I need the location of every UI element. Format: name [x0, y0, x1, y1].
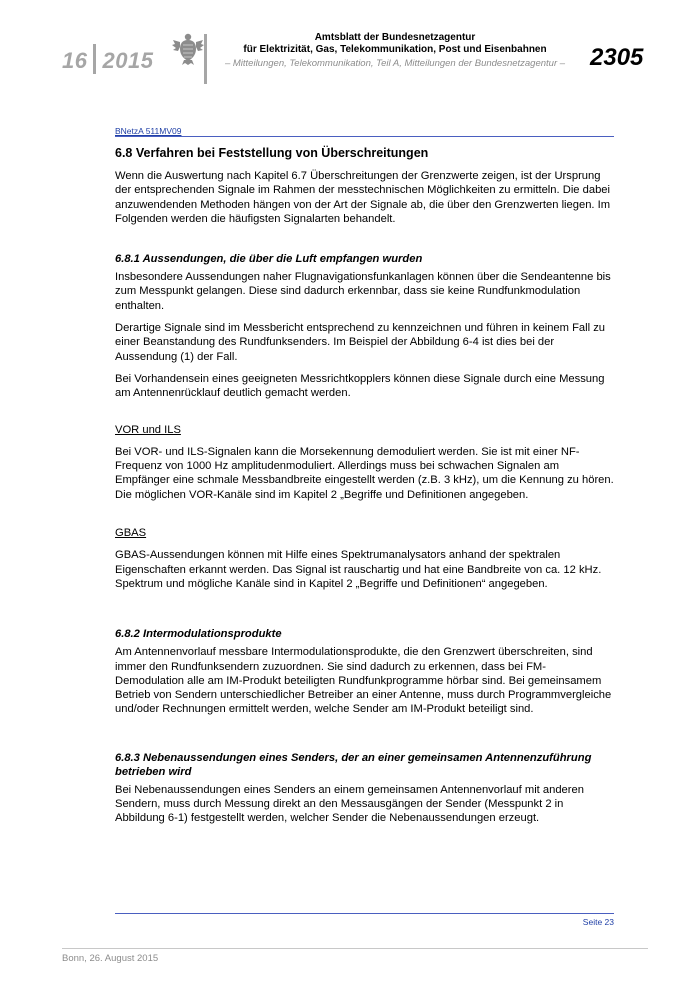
gazette-subtitle: – Mitteilungen, Telekommunikation, Teil A, Mitteilungen der Bundesnetzagentur –: [224, 58, 566, 69]
issue-number: 16: [62, 48, 88, 73]
header-rule: [115, 136, 614, 137]
bottom-rule: [62, 948, 648, 949]
gbas-heading: GBAS: [115, 527, 147, 540]
section-heading: 6.8 Verfahren bei Feststellung von Überschreitungen: [115, 146, 429, 160]
document-page-label: Seite 23: [582, 917, 614, 927]
header-divider: [204, 34, 207, 84]
subsection-681-paragraph-2: Derartige Signale sind im Messbericht entsprechend zu kennzeichnen und führen in keinem Fall zu einer Beanstandung des Rundfunksenders. Im Beispiel der Abbildung 6-4 ist dies bei der Aussendung (1) der Fall.: [115, 322, 606, 363]
section-intro: Wenn die Auswertung nach Kapitel 6.7 Überschreitungen der Grenzwerte zeigen, ist der Ursprung der entsprechenden Signale im Rahmen der messtechnischen Möglichkeiten zu ermitteln. Die dabei anzuwendenden Methoden hängen von der Art der Signale ab, die über den Grenzwerten liegen. Im Folgenden werden die häufigsten Signalarten behandelt.: [115, 170, 611, 225]
document-id: BNetzA 511MV09: [115, 126, 182, 136]
gbas-paragraph: GBAS-Aussendungen können mit Hilfe eines Spektrumanalysators anhand der spektralen Eigenschaften erkannt werden. Das Signal ist rauschartig und hat eine Bandbreite von ca. 12 kHz. Spektrum und mögliche Kanäle sind in Kapitel 2 „Begriffe und Definitionen“ angegeben.: [115, 549, 602, 590]
gazette-title: [212, 32, 578, 56]
subsection-681-heading: 6.8.1 Aussendungen, die über die Luft empfangen wurden: [115, 253, 423, 266]
subsection-683-heading: 6.8.3 Nebenaussendungen eines Senders, der an einer gemeinsamen Antennenzuführung betrieben wird: [115, 751, 592, 778]
subsection-681-paragraph-1: Insbesondere Aussendungen naher Flugnavigationsfunkanlagen können über die Sendeantenne bis zum Messpunkt gelangen. Diese sind dadurch erkennbar, dass sie keine Rundfunkmodulation enthalten.: [115, 271, 611, 312]
issue-year: 2015: [102, 48, 154, 73]
subsection-683-paragraph: Bei Nebenaussendungen eines Senders an einem gemeinsamen Antennenvorlauf mit anderen Sendern, muss durch Messung direkt an den Messausgängen der Sender (Messpunkt 2 in Abbildung 6-1) festgestellt werden, welcher Sender die Nebenaussendungen erzeugt.: [115, 783, 584, 825]
issue-separator: [93, 44, 96, 74]
publication-date: Bonn, 26. August 2015: [62, 953, 159, 964]
federal-eagle-icon: [172, 30, 204, 66]
vor-ils-paragraph: Bei VOR- und ILS-Signalen kann die Morsekennung demoduliert werden. Sie ist mit einer NF-Frequenz von 1000 Hz amplitudenmoduliert. Allerdings muss bei schwachen Signalen am Empfänger eine schmale Messbandbreite eingestellt werden (z.B. 3 kHz), um die Kennung zu hören. Die möglichen VOR-Kanäle sind im Kapitel 2 „Begriffe und Definitionen angegeben.: [115, 445, 614, 501]
subsection-682-paragraph: Am Antennenvorlauf messbare Intermodulationsprodukte, die den Grenzwert überschreiten, sind immer den Rundfunksendern zuzuordnen. Sie sind dadurch zu erkennen, dass bei FM-Demodulation alle am IM-Produkt beteiligten Rundfunkprogramme hörbar sind. Bei gemeinsamem Betrieb von Sendern unterschiedlicher Betreiber an einer Antenne, muss durch Programmvergleiche und/oder Rechnungen ermittelt werden, welche Sender am IM-Produkt beteiligt sind.: [115, 646, 612, 716]
gazette-title-line1: Amtsblatt der Bundesnetzagentur: [314, 32, 476, 43]
gazette-title-line2: für Elektrizität, Gas, Telekommunikation, Post und Eisenbahnen: [243, 44, 547, 55]
vor-ils-heading: VOR und ILS: [115, 423, 181, 436]
issue-label: [62, 44, 153, 74]
subsection-682-heading: 6.8.2 Intermodulationsprodukte: [115, 628, 282, 641]
footer-rule: [115, 913, 614, 914]
subsection-681-paragraph-3: Bei Vorhandensein eines geeigneten Messrichtkopplers können diese Signale durch eine Messung am Antennenrücklauf deutlich gemacht werden.: [115, 372, 605, 400]
page-number: 2305: [590, 44, 644, 71]
page-content: [115, 146, 614, 834]
